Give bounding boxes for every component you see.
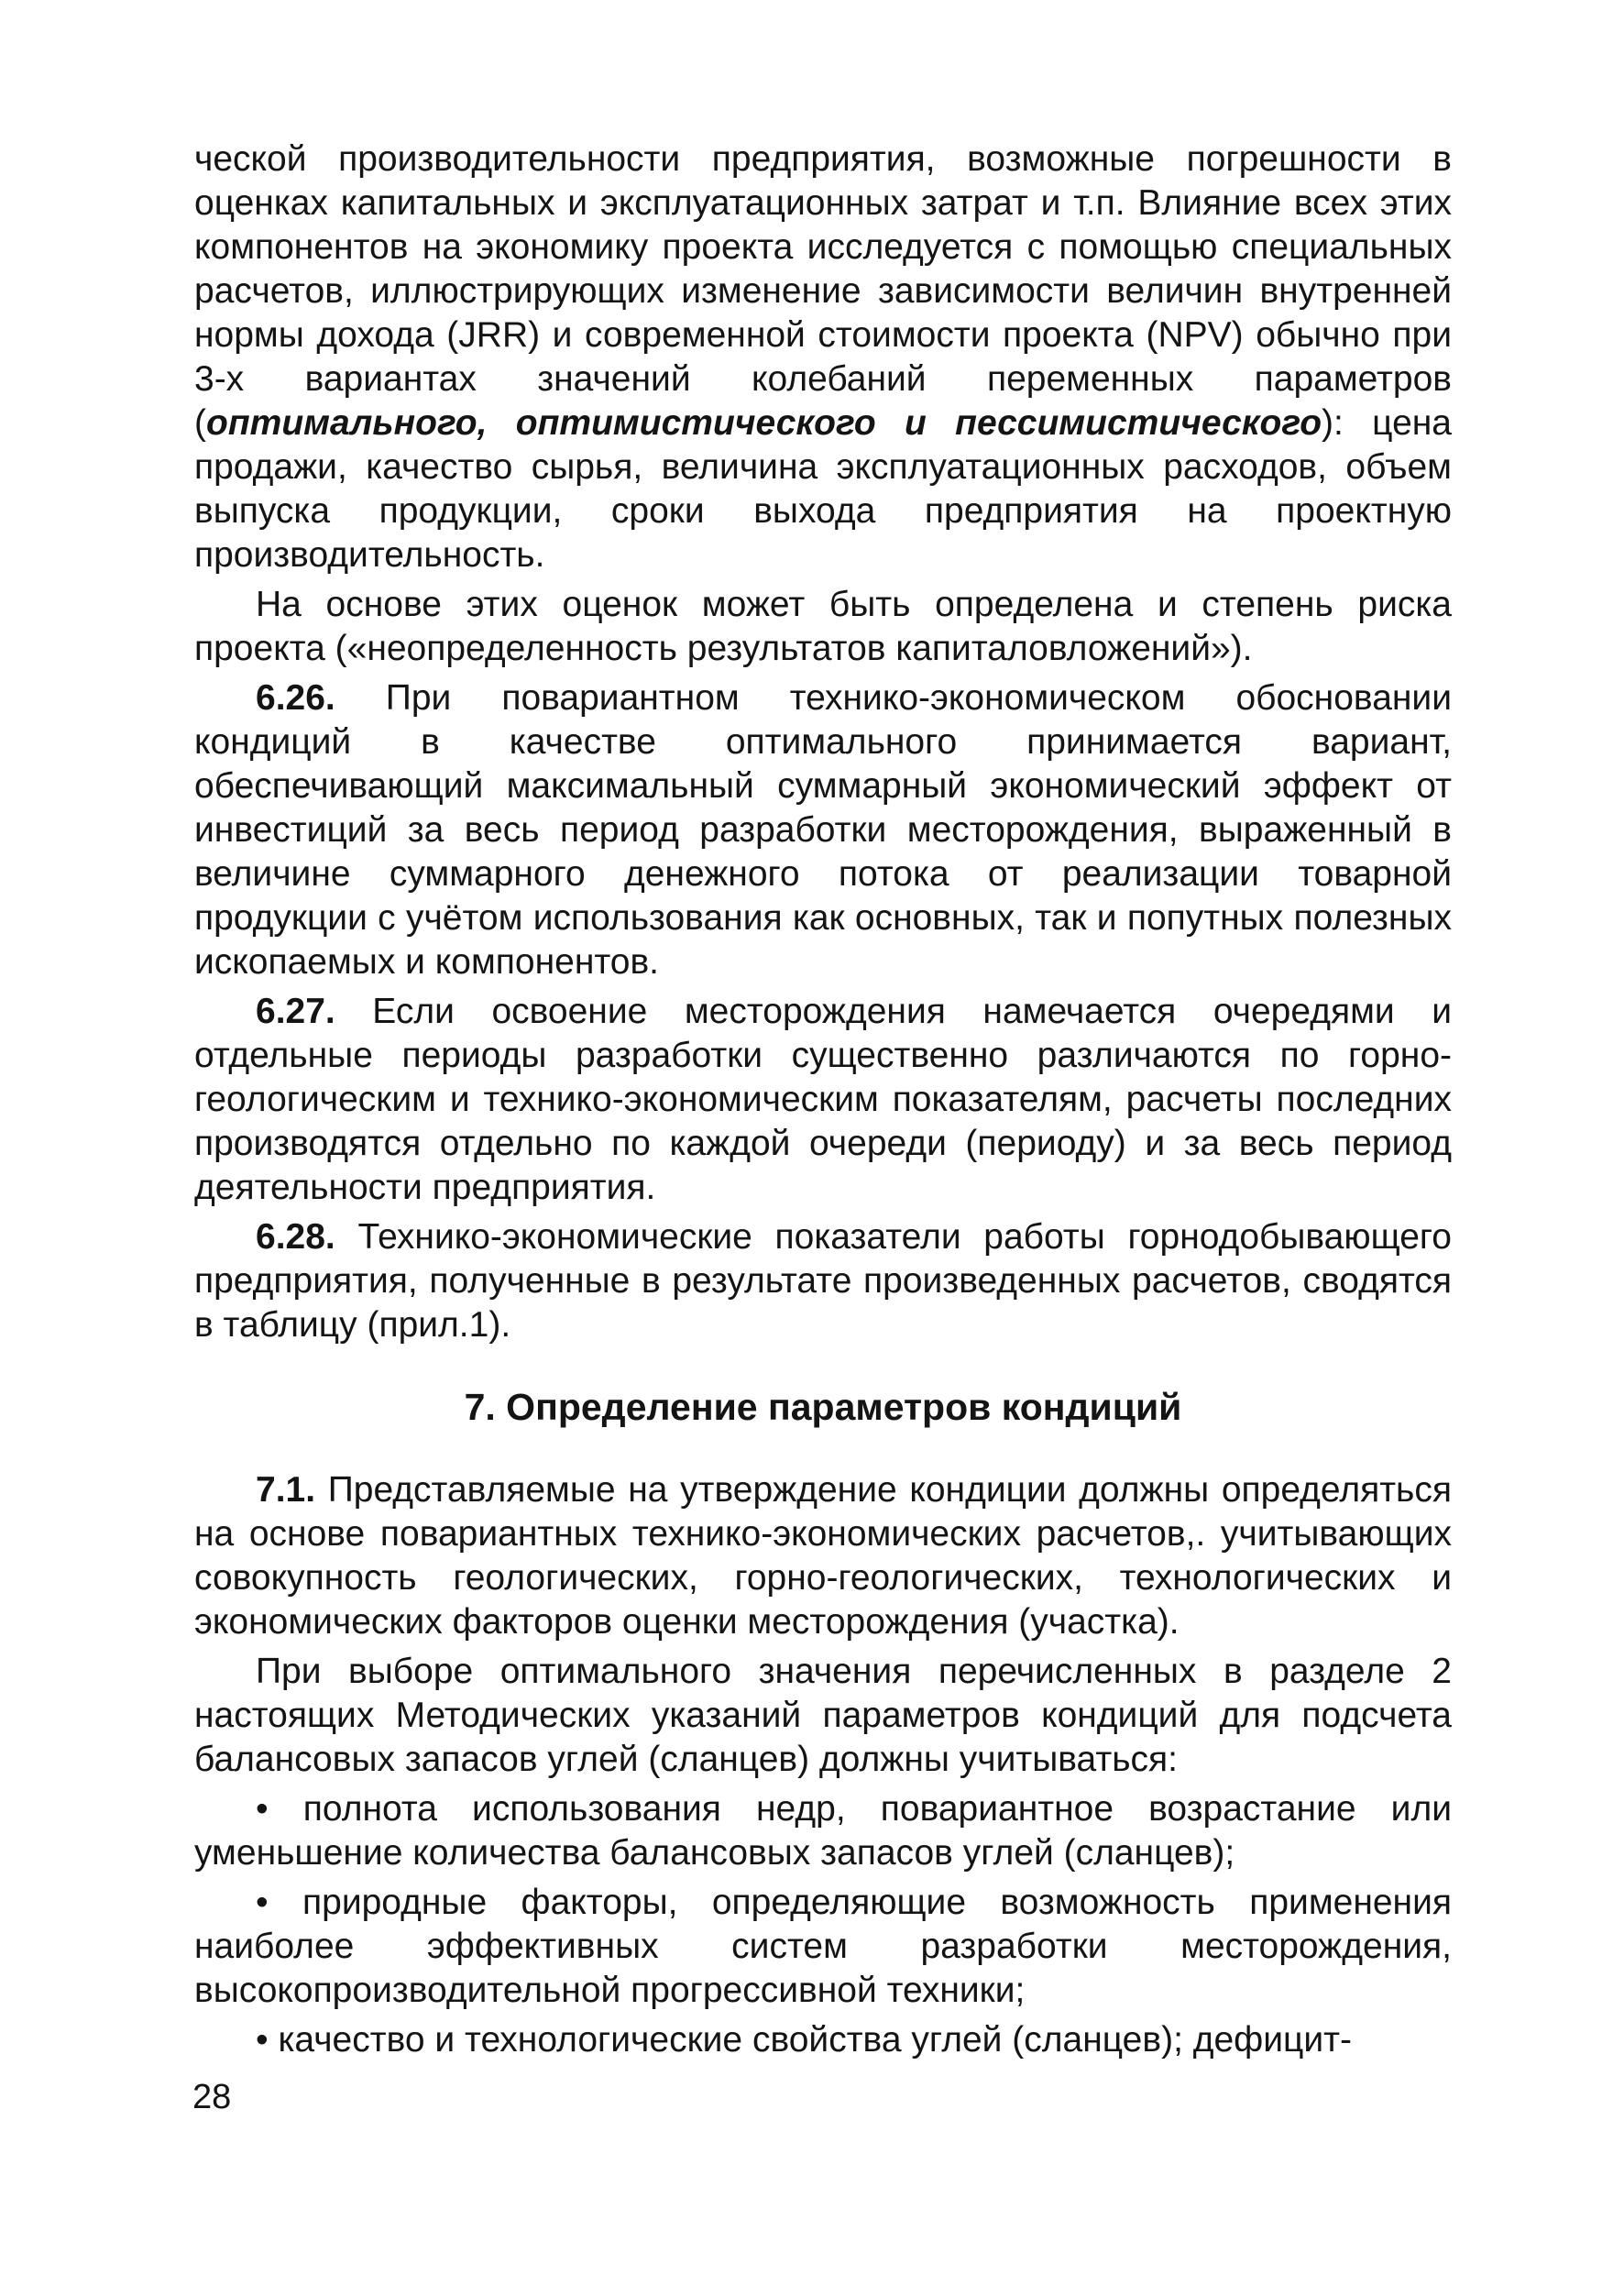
clause-6-26: 6.26. При повариантном технико-экономическом обосновании кондиций в качестве оптимального принимается вариант, обеспечивающий максимальный суммарный экономический эффект от инвестиций за весь период разработки месторождения, выраженный в величине суммарного денежного потока от реализации товарной продукции с учётом использования как основных, так и попутных полезных ископаемых и компонентов.: [194, 678, 1452, 982]
paragraph-continuation: ческой производительности предприятия, возможные погрешности в оценках капитальных и эксплуатационных затрат и т.п. Влияние всех этих компонентов на экономику проекта исследуется с помощью специальных расчетов, иллюстрирующих изменение зависимости величин внутренней нормы дохода (JRR) и современной стоимости проекта (NPV) обычно при 3-х вариантах значений колебаний переменных параметров (оптимального, оптимистического и пессимистического): цена продажи, качество сырья, величина эксплуатационных расходов, объем выпуска продукции, сроки выхода предприятия на проектную производительность.: [194, 139, 1452, 575]
paragraph-risk: На основе этих оценок может быть определена и степень риска проекта («неопределенность результатов капиталовложений»).: [194, 585, 1452, 668]
clause-number: 6.28.: [256, 1217, 335, 1257]
page-number: 28: [192, 2078, 232, 2116]
clause-6-28: 6.28. Технико-экономические показатели работы горнодобывающего предприятия, полученные в результате произведенных расчетов, сводятся в таблицу (прил.1).: [194, 1217, 1452, 1345]
clause-7-1: 7.1. Представляемые на утверждение кондиции должны определяться на основе повариантных технико-экономических расчетов,. учитывающих совокупность геологических, горно-геологических, технологических и экономических факторов оценки месторождения (участка).: [194, 1470, 1452, 1642]
bullet-item: • качество и технологические свойства углей (сланцев); дефицит-: [256, 2020, 1353, 2060]
clause-number: 6.27.: [256, 992, 335, 1031]
clause-number: 6.26.: [256, 678, 335, 718]
clause-number: 7.1.: [256, 1470, 316, 1510]
section-heading: 7. Определение параметров кондиций: [464, 1386, 1182, 1428]
emphasis-text: оптимального, оптимистического и пессимистического: [206, 403, 1322, 443]
paragraph-selection: При выборе оптимального значения перечисленных в разделе 2 настоящих Методических указаний параметров кондиций для подсчета балансовых запасов углей (сланцев) должны учитываться:: [194, 1652, 1452, 1779]
bullet-item: • природные факторы, определяющие возможность применения наиболее эффективных систем разработки месторождения, высокопроизводительной прогрессивной техники;: [194, 1883, 1452, 2010]
text-column: [194, 137, 1452, 2068]
clause-6-27: 6.27. Если освоение месторождения намечается очередями и отдельные периоды разработки существенно различаются по горно-геологическим и технико-экономическим показателям, расчеты последних производятся отдельно по каждой очереди (периоду) и за весь период деятельности предприятия.: [194, 992, 1452, 1207]
bullet-item: • полнота использования недр, повариантное возрастание или уменьшение количества балансовых запасов углей (сланцев);: [194, 1789, 1452, 1873]
